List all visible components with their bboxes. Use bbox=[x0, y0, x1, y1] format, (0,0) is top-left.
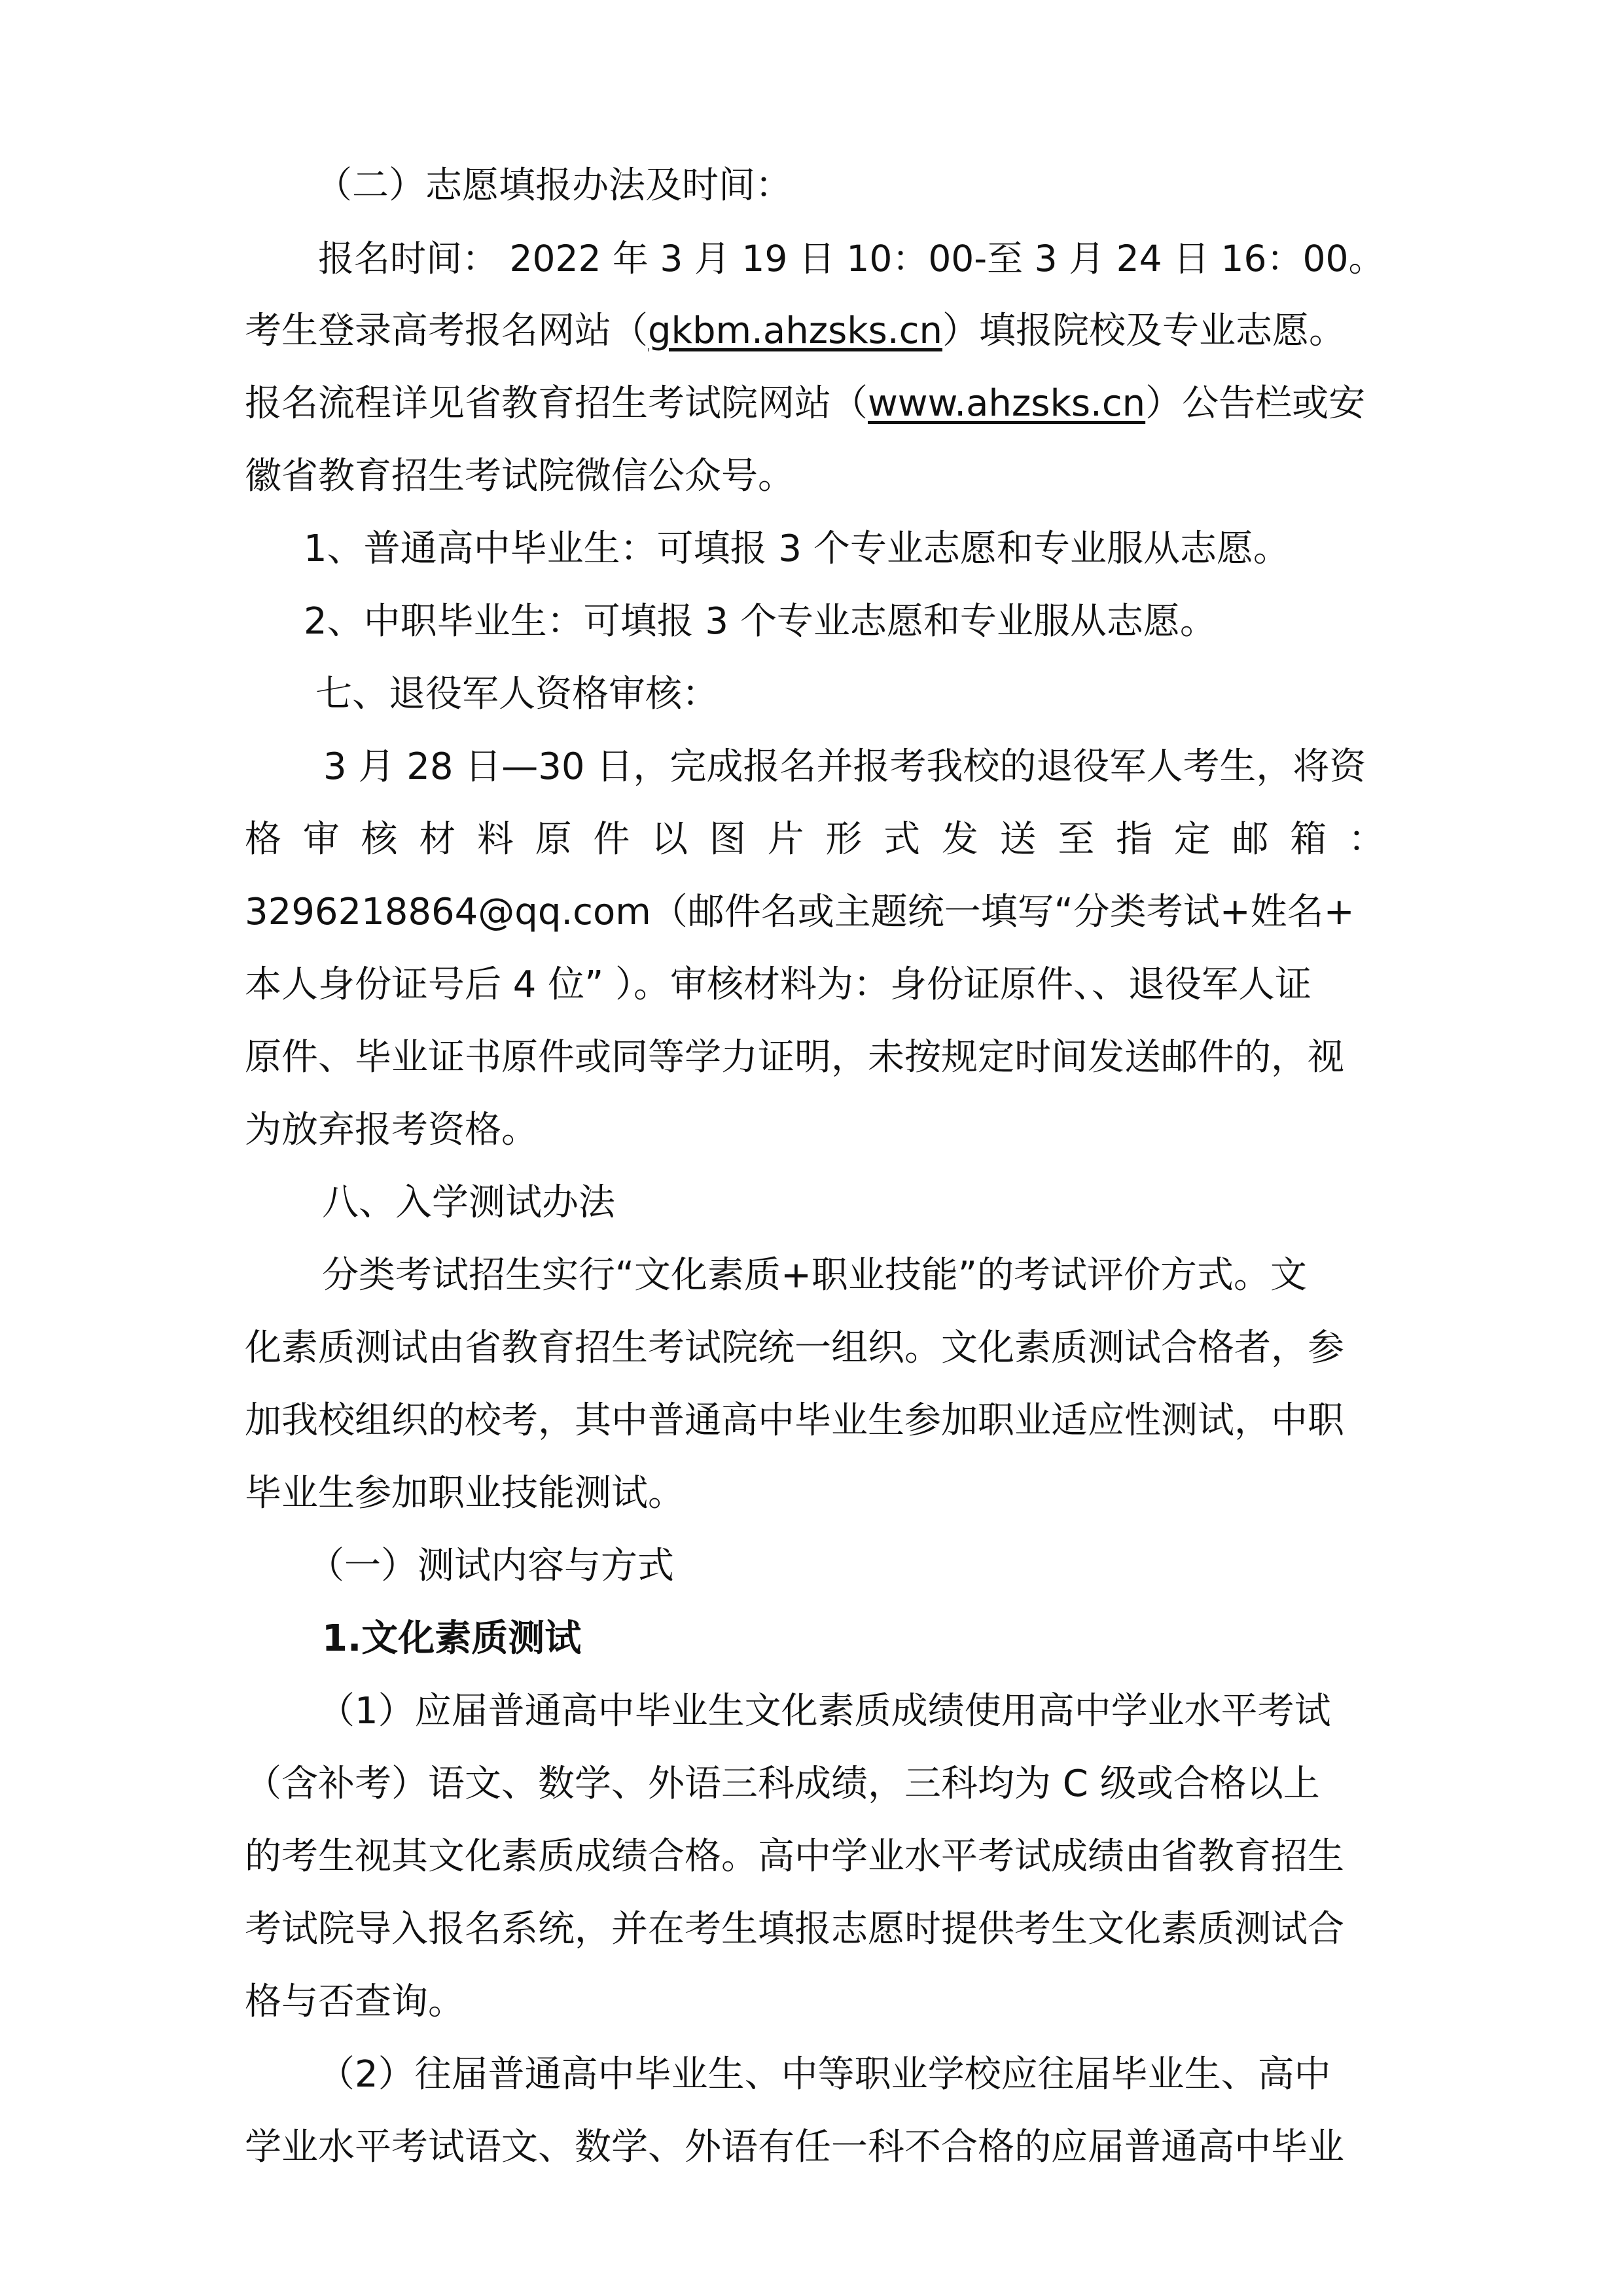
paragraph-line: （1）应届普通高中毕业生文化素质成绩使用高中学业水平考试 bbox=[318, 1690, 1331, 1732]
email-line: 3296218864@qq.com（邮件名或主题统一填写“分类考试+姓名+ bbox=[245, 891, 1355, 933]
gkbm-link[interactable]: gkbm.ahzsks.cn bbox=[648, 310, 942, 352]
registration-time: 报名时间： 2022 年 3 月 19 日 10：00-至 3 月 24 日 16：00。 bbox=[318, 238, 1385, 279]
paragraph-line: 格审核材料原件以图片形式发送至指定邮箱： bbox=[245, 818, 1385, 861]
text-segment: 报名流程详见省教育招生考试院网站（ bbox=[245, 382, 868, 425]
ahzsks-link[interactable]: www.ahzsks.cn bbox=[868, 382, 1146, 425]
paragraph-line: （2）往届普通高中毕业生、中等职业学校应往届毕业生、高中 bbox=[318, 2053, 1331, 2096]
registration-site-line bbox=[245, 305, 1346, 357]
paragraph-line: 徽省教育招生考试院微信公众号。 bbox=[245, 455, 794, 497]
section-heading-entrance-test: 八、入学测试办法 bbox=[322, 1181, 615, 1224]
subheading-cultural-test: 1.文化素质测试 bbox=[322, 1617, 582, 1660]
section-heading-veterans: 七、退役军人资格审核： bbox=[315, 673, 719, 715]
item-high-school: 1、普通高中毕业生：可填报 3 个专业志愿和专业服从志愿。 bbox=[304, 528, 1290, 570]
paragraph-line: 毕业生参加职业技能测试。 bbox=[245, 1472, 685, 1515]
paragraph-line: 的考生视其文化素质成绩合格。高中学业水平考试成绩由省教育招生 bbox=[245, 1835, 1344, 1878]
paragraph-line: 加我校组织的校考，其中普通高中毕业生参加职业适应性测试，中职 bbox=[245, 1399, 1344, 1442]
process-site-line bbox=[245, 378, 1365, 430]
paragraph-line: 3 月 28 日—30 日，完成报名并报考我校的退役军人考生，将资 bbox=[323, 745, 1366, 788]
text-segment: 考生登录高考报名网站（ bbox=[245, 310, 648, 352]
paragraph-line: 为放弃报考资格。 bbox=[245, 1109, 538, 1151]
paragraph-line: 分类考试招生实行“文化素质+职业技能”的考试评价方式。文 bbox=[322, 1254, 1307, 1297]
text-segment: ）公告栏或安 bbox=[1145, 382, 1366, 425]
paragraph-line: 考试院导入报名系统，并在考生填报志愿时提供考生文化素质测试合 bbox=[245, 1908, 1344, 1950]
item-vocational: 2、中职毕业生：可填报 3 个专业志愿和专业服从志愿。 bbox=[304, 600, 1217, 643]
subsection-heading-test-content: （一）测试内容与方式 bbox=[308, 1545, 674, 1587]
paragraph-line: 原件、毕业证书原件或同等学力证明，未按规定时间发送邮件的，视 bbox=[245, 1036, 1344, 1079]
text-segment: ）填报院校及专业志愿。 bbox=[942, 310, 1346, 352]
paragraph-line: 化素质测试由省教育招生考试院统一组织。文化素质测试合格者，参 bbox=[245, 1327, 1344, 1369]
paragraph-line: 本人身份证号后 4 位” ）。审核材料为：身份证原件、、退役军人证 bbox=[245, 963, 1312, 1006]
paragraph-line: （含补考）语文、数学、外语三科成绩，三科均为 C 级或合格以上 bbox=[245, 1763, 1320, 1805]
paragraph-line: 学业水平考试语文、数学、外语有任一科不合格的应届普通高中毕业 bbox=[245, 2126, 1344, 2168]
section-heading-volunteer-method: （二）志愿填报办法及时间： bbox=[315, 164, 792, 207]
paragraph-line: 格与否查询。 bbox=[245, 1981, 465, 2023]
